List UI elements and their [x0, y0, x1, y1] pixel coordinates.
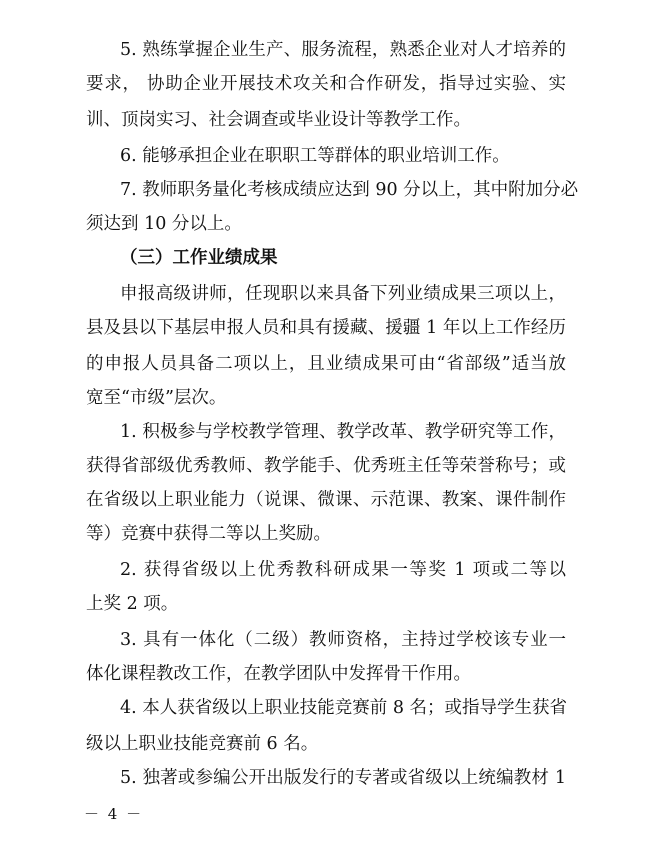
paragraph-line: 须达到 10 分以上。	[86, 214, 242, 234]
paragraph-line: 的申报人员具备二项以上，且业绩成果可由“省部级”适当放	[86, 354, 566, 374]
paragraph-line: 6. 能够承担企业在职职工等群体的职业培训工作。	[120, 146, 510, 166]
paragraph-line: 级以上职业技能竞赛前 6 名。	[86, 734, 319, 754]
paragraph-line: 3. 具有一体化（二级）教师资格，主持过学校该专业一	[120, 630, 566, 650]
paragraph-line: 申报高级讲师，任现职以来具备下列业绩成果三项以上，	[120, 284, 566, 304]
paragraph-line: 2. 获得省级以上优秀教科研成果一等奖 1 项或二等以	[120, 560, 566, 580]
paragraph-line: 5. 熟练掌握企业生产、服务流程，熟悉企业对人才培养的	[120, 40, 566, 60]
paragraph-line: 县及县以下基层申报人员和具有援藏、援疆 1 年以上工作经历	[86, 318, 566, 338]
paragraph-line: 体化课程教改工作，在教学团队中发挥骨干作用。	[86, 664, 471, 684]
paragraph-line: 训、顶岗实习、社会调查或毕业设计等教学工作。	[86, 110, 471, 130]
paragraph-line: 4. 本人获省级以上职业技能竞赛前 8 名；或指导学生获省	[120, 698, 568, 718]
paragraph-line: 5. 独著或参编公开出版发行的专著或省级以上统编教材 1	[120, 768, 566, 788]
paragraph-line: 在省级以上职业能力（说课、微课、示范课、教案、课件制作	[86, 490, 566, 510]
page-number: － 4 －	[84, 805, 144, 823]
paragraph-line: 获得省部级优秀教师、教学能手、优秀班主任等荣誉称号；或	[86, 456, 566, 476]
paragraph-line: 宽至“市级”层次。	[86, 388, 227, 408]
paragraph-line: 等）竞赛中获得二等以上奖励。	[86, 524, 331, 544]
paragraph-line: 7. 教师职务量化考核成绩应达到 90 分以上，其中附加分必	[120, 180, 579, 200]
paragraph-line: 1. 积极参与学校教学管理、教学改革、教学研究等工作，	[120, 422, 566, 442]
section-heading: （三）工作业绩成果	[120, 248, 278, 268]
paragraph-line: 上奖 2 项。	[86, 594, 179, 614]
paragraph-line: 要求， 协助企业开展技术攻关和合作研发，指导过实验、实	[86, 74, 566, 94]
